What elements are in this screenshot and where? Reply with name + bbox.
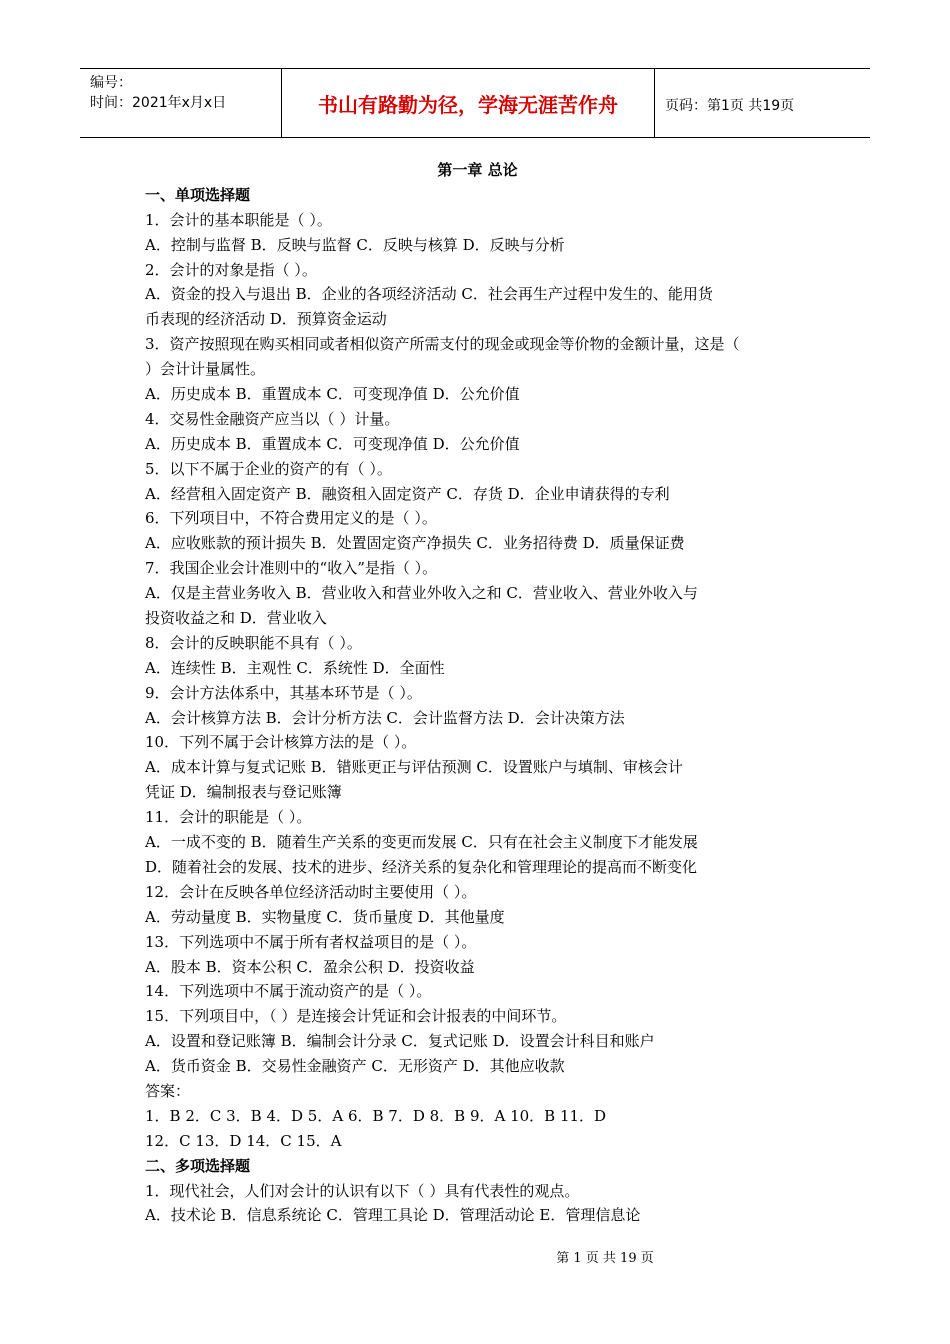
text-line: A．劳动量度 B．实物量度 C．货币量度 D．其他量度	[145, 907, 505, 926]
page-footer: 第 1 页 共 19 页	[556, 1251, 654, 1266]
text-line: A．经营租入固定资产 B．融资租入固定资产 C．存货 D．企业申请获得的专利	[145, 484, 670, 503]
text-line: A．历史成本 B．重置成本 C．可变现净值 D．公允价值	[145, 434, 520, 453]
text-line: 12．会计在反映各单位经济活动时主要使用（ ）。	[145, 882, 477, 901]
text-line: 币表现的经济活动 D．预算资金运动	[145, 310, 387, 329]
text-line: 6．下列项目中，不符合费用定义的是（ ）。	[145, 509, 437, 528]
header-left-cell	[80, 69, 281, 137]
text-line: 投资收益之和 D．营业收入	[145, 609, 327, 628]
page-header	[80, 68, 870, 138]
text-line: 8．会计的反映职能不具有（ ）。	[145, 633, 362, 652]
document-body	[145, 158, 810, 1228]
text-line: A．资金的投入与退出 B．企业的各项经济活动 C．社会再生产过程中发生的、能用货	[145, 285, 713, 304]
text-line: 凭证 D．编制报表与登记账簿	[145, 783, 342, 802]
text-line: A．连续性 B．主观性 C．系统性 D．全面性	[145, 658, 445, 677]
text-line: 1．B 2．C 3．B 4．D 5．A 6．B 7．D 8．B 9．A 10．B 11．D	[145, 1106, 607, 1125]
text-line: 1．会计的基本职能是（ ）。	[145, 210, 332, 229]
text-line: A．技术论 B．信息系统论 C．管理工具论 D．管理活动论 E．管理信息论	[145, 1206, 641, 1225]
text-line: 答案：	[145, 1081, 191, 1100]
header-motto-cell	[281, 69, 655, 137]
text-line: A．应收账款的预计损失 B．处置固定资产净损失 C．业务招待费 D．质量保证费	[145, 534, 685, 553]
question-lines	[145, 183, 810, 1228]
header-page-info-cell	[655, 69, 870, 137]
text-line: 10．下列不属于会计核算方法的是（ ）。	[145, 733, 417, 752]
text-line: 14．下列选项中不属于流动资产的是（ ）。	[145, 982, 432, 1001]
text-line: 9．会计方法体系中，其基本环节是（ ）。	[145, 683, 422, 702]
text-line: 12．C 13．D 14．C 15．A	[145, 1131, 342, 1150]
text-line: A．历史成本 B．重置成本 C．可变现净值 D．公允价值	[145, 385, 520, 404]
chapter-title: 第一章 总论	[437, 161, 518, 179]
document-date-label: 时间：2021年x月x日	[90, 95, 227, 111]
text-line: D．随着社会的发展、技术的进步、经济关系的复杂化和管理理论的提高而不断变化	[145, 857, 698, 876]
text-line: 11．会计的职能是（ ）。	[145, 808, 312, 827]
text-line: A．设置和登记账簿 B．编制会计分录 C．复式记账 D．设置会计科目和账户	[145, 1032, 655, 1051]
text-line: 5．以下不属于企业的资产的有（ ）。	[145, 459, 392, 478]
text-line: A．股本 B．资本公积 C．盈余公积 D．投资收益	[145, 957, 475, 976]
text-line: A．成本计算与复式记账 B．错账更正与评估预测 C．设置账户与填制、审核会计	[145, 758, 683, 777]
header-page-info: 页码：第1页 共19页	[665, 98, 795, 114]
text-line: A．控制与监督 B．反映与监督 C．反映与核算 D．反映与分析	[145, 235, 565, 254]
text-line: 13．下列选项中不属于所有者权益项目的是（ ）。	[145, 932, 477, 951]
text-line: ）会计计量属性。	[145, 360, 266, 379]
text-line: 7．我国企业会计准则中的“收入”是指（ ）。	[145, 559, 438, 578]
text-line: 1．现代社会，人们对会计的认识有以下（ ）具有代表性的观点。	[145, 1181, 580, 1200]
text-line: A．货币资金 B．交易性金融资产 C．无形资产 D．其他应收款	[145, 1057, 565, 1076]
text-line: A．仅是主营业务收入 B．营业收入和营业外收入之和 C．营业收入、营业外收入与	[145, 584, 698, 603]
text-line: 15．下列项目中，（ ）是连接会计凭证和会计报表的中间环节。	[145, 1007, 567, 1026]
text-line: 3．资产按照现在购买相同或者相似资产所需支付的现金或现金等价物的金额计量，这是（	[145, 335, 740, 354]
text-line: 4．交易性金融资产应当以（ ）计量。	[145, 409, 400, 428]
text-line: 2．会计的对象是指（ ）。	[145, 260, 317, 279]
text-line: A．会计核算方法 B．会计分析方法 C．会计监督方法 D．会计决策方法	[145, 708, 625, 727]
section-heading: 一、单项选择题	[145, 185, 251, 204]
text-line: A．一成不变的 B．随着生产关系的变更而发展 C．只有在社会主义制度下才能发展	[145, 833, 698, 852]
header-motto: 书山有路勤为径，学海无涯苦作舟	[318, 92, 618, 117]
section-heading: 二、多项选择题	[145, 1156, 251, 1175]
document-number-label: 编号：	[90, 75, 132, 91]
